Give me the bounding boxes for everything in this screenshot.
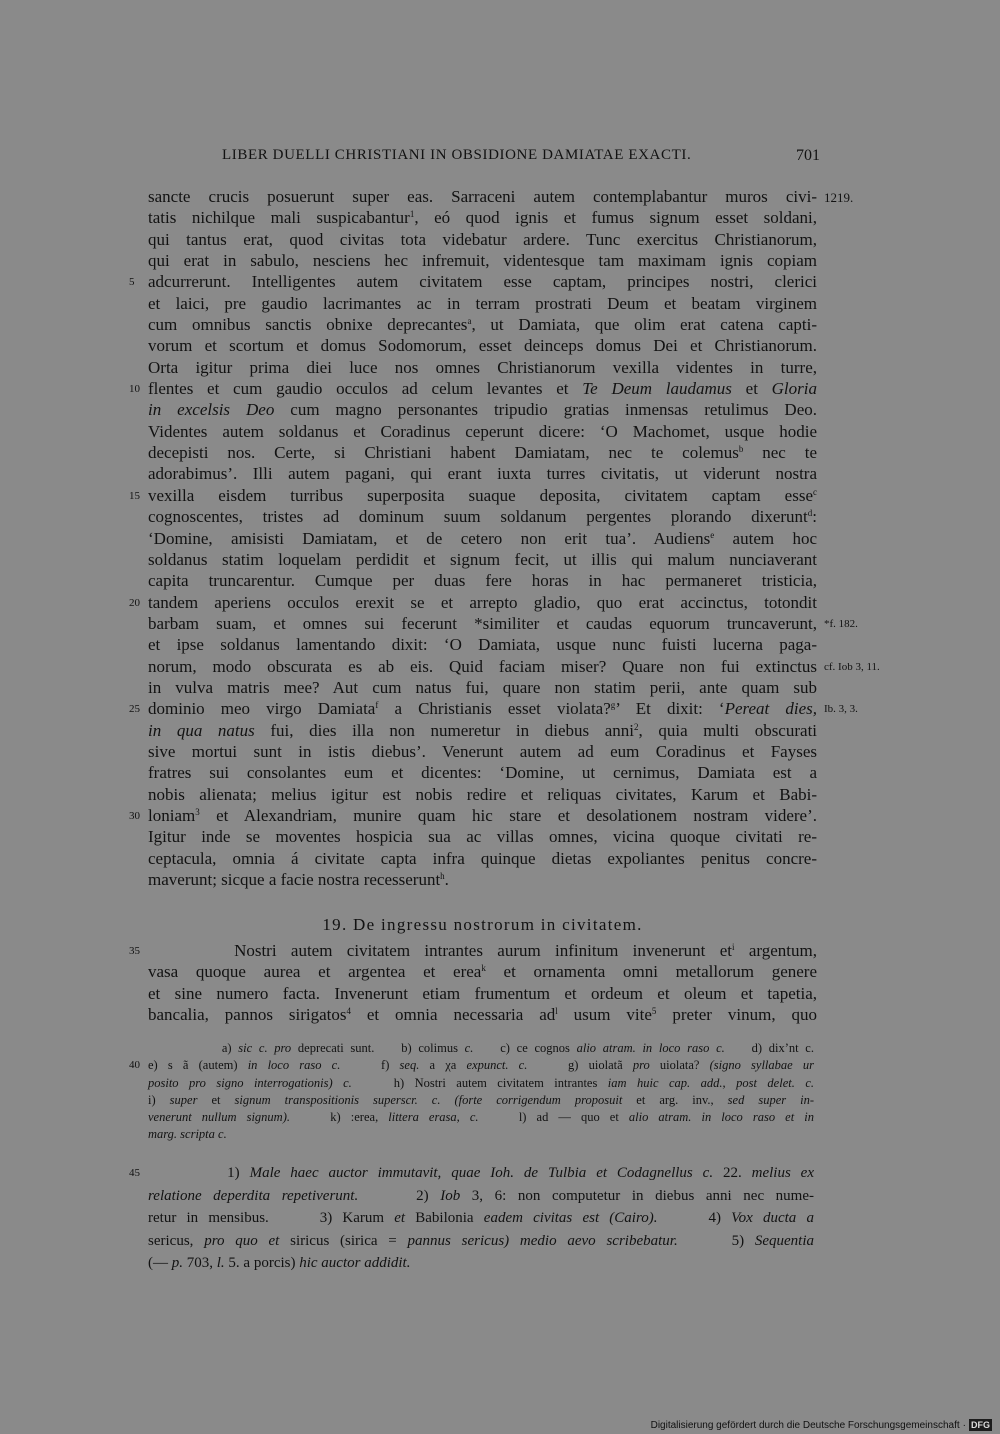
text-line: et laici, pre gaudio lacrimantes ac in terram prostrati Deum et beatam virginem (148, 293, 817, 313)
text-line: nobis alienata; melius igitur est nobis redire et reliquas civitates, Karum et Babi- (148, 784, 817, 804)
line-number: 10 (129, 383, 140, 396)
main-text (129, 186, 880, 890)
text-line: qui tantus erat, quod civitas tota videbatur ardere. Tunc exercitus Christianorum, (148, 229, 817, 249)
margin-note: *f. 182. (824, 617, 858, 630)
text-line: ceptacula, omnia á civitate capta infra quinque dietas expoliantes penitus concre- (148, 848, 817, 868)
line-number: 40 (129, 1059, 140, 1072)
text-line: fratres sui consolantes eum et dicentes: ‘Domine, ut cernimus, Damiata est a (148, 763, 817, 783)
footer-credit: Digitalisierung gefördert durch die Deutsche Forschungsgemeinschaft (650, 1419, 960, 1431)
text-line: decepisti nos. Certe, si Christiani habent Damiatam, nec te colemus$^b$ nec te (148, 443, 817, 463)
text-line: in excelsis Deo cum magno personantes tripudio gratias inmensas retulimus Deo. (148, 400, 817, 420)
text-line: qui erat in sabulo, nesciens hec infremuit, videntesque tam maximam ignis copiam (148, 251, 817, 271)
text-line: cum omnibus sanctis obnixe deprecantes$^a$, ut Damiata, que olim erat catena capti- (148, 315, 817, 335)
line-number: 25 (129, 703, 140, 716)
text-line: Orta igitur prima diei luce nos omnes Christianorum vexilla videntes in turre, (148, 357, 817, 377)
line-number: 15 (129, 489, 140, 502)
text-line: soldanus statim loquelam perdidit et signum fecit, ut illis qui malum nunciaverant (148, 549, 817, 569)
apparatus-line: venerunt nullum signum). k) :erea, littera erasa, c. l) ad — quo et alio atram. in loco raso et in (148, 1110, 814, 1125)
apparatus-line: i) super et signum transpositionis superscr. c. (forte corrigendum proposuit et arg. inv., sed super in- (148, 1092, 815, 1107)
chapter-heading: 19. De ingressu nostrorum in civitatem. (322, 915, 643, 934)
main-text-continued (129, 940, 817, 1025)
running-header (148, 147, 820, 169)
text-line: ‘Domine, amisisti Damiatam, et de cetero non erit tua’. Audiens$^e$ autem hoc (148, 528, 817, 548)
text-line: in qua natus fui, dies illa non numeretur in diebus anni$^2$, quia multi obscurati (148, 720, 818, 740)
text-line: et sine numero facta. Invenerunt etiam frumentum et ordeum et oleum et tapetia, (148, 983, 817, 1003)
text-line: vexilla eisdem turribus superposita suaque deposita, civitatem captam esse$^c$ 15 (129, 485, 817, 505)
text-line: sancte crucis posuerunt super eas. Sarraceni autem contemplabantur muros civi- 1219. (148, 187, 854, 206)
text-line: Nostri autem civitatem intrantes aurum infinitum invenerunt $et^i$ argentum, 35 (129, 941, 817, 960)
footnote-line: (— p. 703, l. 5. a porcis) hic auctor addidit. (148, 1255, 411, 1271)
apparatus-line: posito pro signo interrogationis) c. h) Nostri autem civitatem intrantes iam huic cap. add., post delet. c. (148, 1075, 814, 1090)
critical-apparatus (129, 1040, 815, 1144)
line-number: 45 (129, 1167, 140, 1179)
page-number: 701 (796, 147, 820, 164)
dfg-logo: DFG (971, 1420, 990, 1430)
line-number: 35 (129, 945, 140, 957)
text-line: adcurrerunt. Intelligentes autem civitatem esse captam, principes nostri, clerici 5 (129, 272, 817, 292)
text-line: loniam$^3$ et Alexandriam, munire quam hic stare et desolationem nostram videre’. 30 (129, 805, 817, 825)
text-line: vasa quoque aurea et argentea et erea$^k$ et ornamenta omni metallorum genere (148, 962, 817, 982)
text-line: norum, modo obscurata es ab eis. Quid faciam miser? Quare non fui extinctus cf. Iob 3, 11. (148, 656, 880, 676)
text-line: capita truncarentur. Cumque per duas fere horas in hac permaneret tristicia, (148, 571, 817, 591)
text-line: sive mortui sunt in istis diebus’. Venerunt autem ad eum Coradinus et Fayses (148, 741, 817, 761)
margin-note: cf. Iob 3, 11. (824, 660, 880, 673)
text-line: vorum et scortum et domus Sodomorum, esset deinceps domus Dei et Christianorum. (148, 336, 817, 356)
line-number: 20 (129, 596, 140, 609)
apparatus-line: e) s ã (autem) in loco raso c. f) seq. a χa expunct. c. g) uiolatã pro uiolata? (signo syllabae ur 40 (129, 1058, 814, 1073)
footnote-line: relatione deperdita repetiverunt. 2) Iob 3, 6: non computetur in diebus anni nec nume- (148, 1187, 815, 1204)
text-line: tandem aperiens occulos erexit se et arrepto gladio, quo erat accinctus, totondit 20 (129, 592, 817, 612)
footnotes (129, 1162, 815, 1275)
line-number: 5 (129, 276, 135, 289)
text-line: bancalia, pannos sirigatos$^4$ et omnia necessaria $ad^l$ usum vite$^5$ preter vinum, quo (148, 1005, 817, 1025)
text-line: tatis nichilque mali suspicabantur$^1$, eó quod ignis et fumus signum esset soldani, (148, 208, 818, 228)
footnote-line: sericus, pro quo et siricus (sirica = pannus sericus) medio aevo scribebatur. 5) Sequentia (148, 1232, 814, 1249)
text-line: Igitur inde se moventes hospicia sua ac villas omnes, vicina quoque civitati re- (148, 827, 817, 847)
text-line: cognoscentes, tristes ad dominum suum soldanum pergentes plorando dixerunt$^d$: (148, 507, 817, 527)
text-line: Videntes autem soldanus et Coradinus ceperunt dicere: ‘O Machomet, usque hodie (148, 421, 817, 441)
margin-note: 1219. (824, 190, 854, 205)
text-line: maverunt; sicque a facie nostra recesserunt$^h$. (148, 870, 449, 889)
footer: Digitalisierung gefördert durch die Deutsche Forschungsgemeinschaft · DFG (650, 1419, 990, 1431)
text-line: barbam suam, et omnes sui fecerunt *similiter et caudas equorum truncaverunt, *f. 182. (148, 613, 858, 633)
running-title: LIBER DUELLI CHRISTIANI IN OBSIDIONE DAMIATAE EXACTI. (222, 147, 692, 163)
footnote-line: 1) Male haec auctor immutavit, quae Ioh. de Tulbia et Codagnellus c. 22. melius ex 45 (148, 1162, 814, 1185)
text-line: flentes et cum gaudio occulos ad celum levantes et Te Deum laudamus et Gloria 10 (129, 379, 817, 399)
text-line: adorabimus’. Illi autem pagani, qui erant iuxta turres civitatis, ut viderunt nostra (148, 464, 817, 484)
footnote-line: retur in mensibus. 3) Karum et Babilonia eadem civitas est (Cairo). 4) Vox ducta a (148, 1210, 814, 1226)
apparatus-line: a) sic c. pro deprecati sunt. b) colimus c. c) ce cognos alio atram. in loco raso c. d) dix’nt c. (148, 1041, 814, 1055)
margin-note: Ib. 3, 3. (824, 703, 858, 716)
text-line: et ipse soldanus lamentando dixit: ‘O Damiata, usque nunc fuisti lucerna paga- (148, 635, 817, 655)
text-line: dominio meo virgo Damiata$^f$ a Christianis esset violata?$^g$’ Et dixit: ‘Pereat dies, 25 Ib. 3, 3. (129, 699, 858, 719)
text-line: in vulva matris mee? Aut cum natus fui, quare non statim perii, ante quam sub (148, 677, 817, 697)
line-number: 30 (129, 809, 140, 822)
apparatus-line: marg. scripta c. (148, 1127, 227, 1142)
